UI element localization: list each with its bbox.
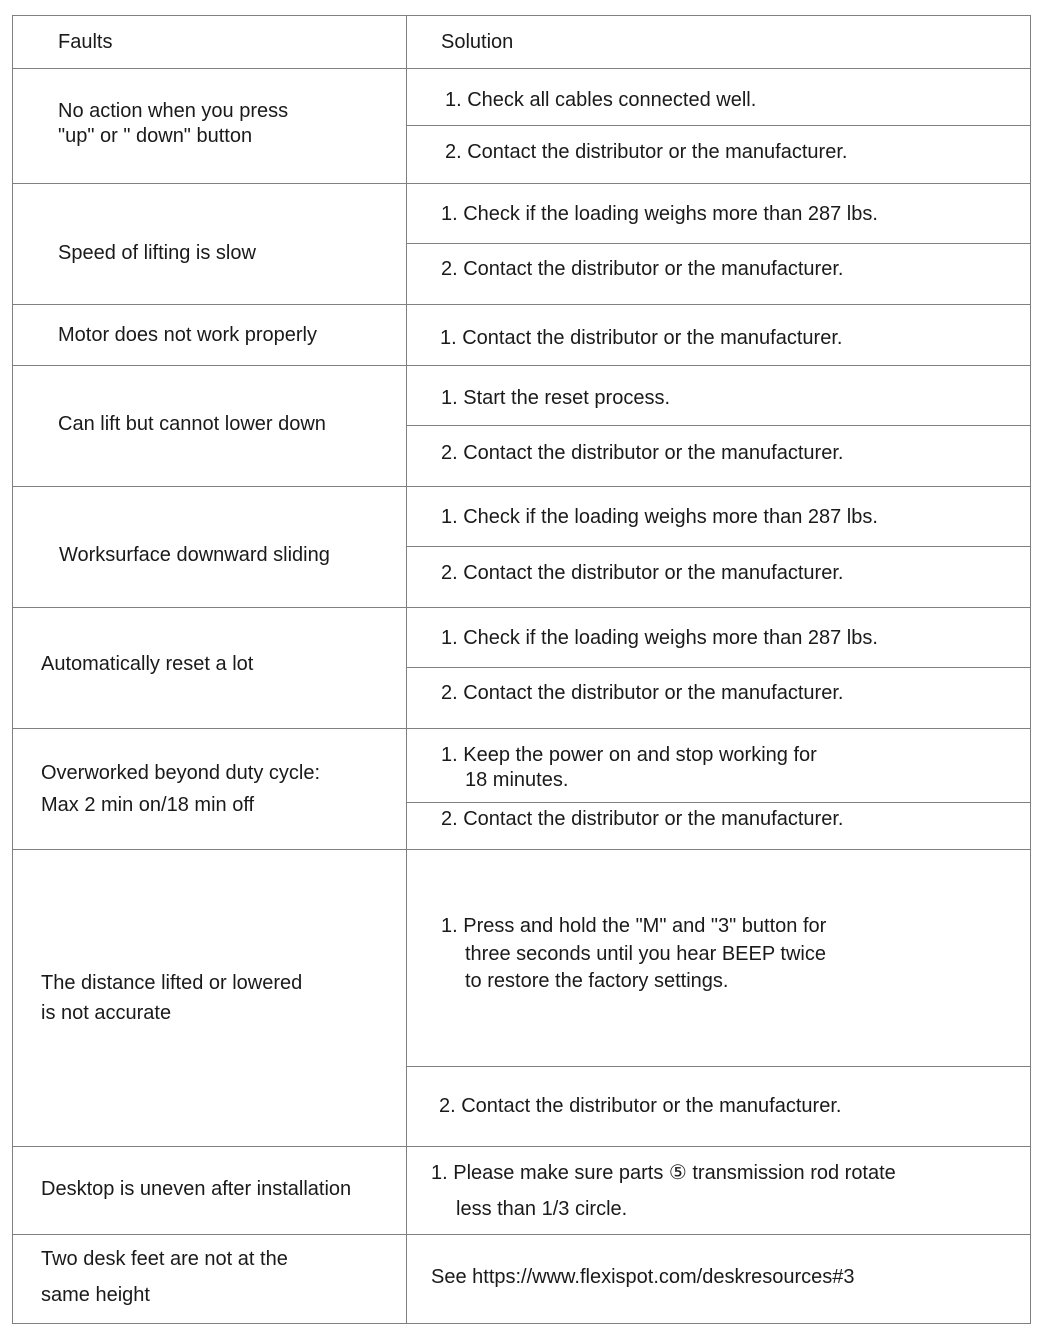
solution-link[interactable]: See https://www.flexispot.com/deskresources#3 — [431, 1266, 855, 1288]
fault-text: "up" or " down" button — [58, 125, 253, 147]
fault-text: No action when you press — [58, 100, 289, 122]
fault-text: Automatically reset a lot — [41, 653, 254, 675]
solution-text: 2. Contact the distributor or the manufacturer. — [441, 562, 844, 584]
solution-text: to restore the factory settings. — [465, 970, 729, 992]
solution-text: 1. Check all cables connected well. — [445, 89, 757, 111]
solution-text: 1. Start the reset process. — [441, 387, 670, 409]
fault-text: Overworked beyond duty cycle: — [41, 762, 321, 784]
solution-text: 1. Please make sure parts ⑤ transmission rod rotate — [431, 1162, 896, 1184]
solution-text: 1. Check if the loading weighs more than 287 lbs. — [441, 203, 878, 225]
solution-text: 2. Contact the distributor or the manufacturer. — [441, 808, 844, 830]
fault-text: Can lift but cannot lower down — [58, 413, 326, 435]
solution-text: 2. Contact the distributor or the manufacturer. — [439, 1095, 842, 1117]
solution-text: three seconds until you hear BEEP twice — [465, 943, 826, 965]
header-solution: Solution — [441, 31, 514, 53]
fault-text: Two desk feet are not at the — [41, 1248, 288, 1270]
solution-text: 1. Check if the loading weighs more than 287 lbs. — [441, 506, 878, 528]
solution-text: 18 minutes. — [465, 769, 569, 791]
fault-text: Desktop is uneven after installation — [41, 1178, 352, 1200]
solution-text: less than 1/3 circle. — [456, 1198, 628, 1220]
solution-text: 2. Contact the distributor or the manufacturer. — [441, 442, 844, 464]
fault-text: is not accurate — [41, 1002, 172, 1024]
header-faults: Faults — [58, 31, 113, 53]
fault-text: Motor does not work properly — [58, 324, 318, 346]
solution-text: 2. Contact the distributor or the manufacturer. — [441, 258, 844, 280]
solution-text: 1. Press and hold the "M" and "3" button for — [441, 915, 827, 937]
fault-text: The distance lifted or lowered — [41, 972, 303, 994]
fault-text: same height — [41, 1284, 150, 1306]
solution-text: 1. Keep the power on and stop working for — [441, 744, 817, 766]
fault-text: Worksurface downward sliding — [59, 544, 330, 566]
solution-text: 1. Check if the loading weighs more than 287 lbs. — [441, 627, 878, 649]
solution-text: 2. Contact the distributor or the manufacturer. — [445, 141, 848, 163]
fault-text: Max 2 min on/18 min off — [41, 794, 255, 816]
solution-text: 2. Contact the distributor or the manufacturer. — [441, 682, 844, 704]
solution-text: 1. Contact the distributor or the manufacturer. — [440, 327, 843, 349]
fault-text: Speed of lifting is slow — [58, 242, 256, 264]
